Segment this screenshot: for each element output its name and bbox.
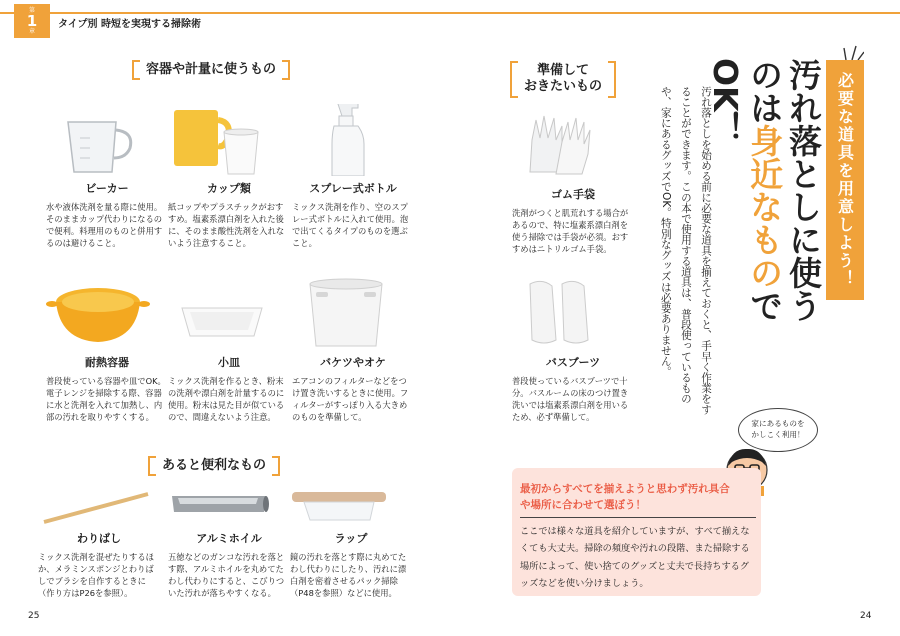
item-chopsticks bbox=[38, 488, 160, 599]
item-name: わりばし bbox=[77, 532, 121, 545]
page-number-right: 24 bbox=[860, 611, 872, 621]
aluminum-foil-image bbox=[168, 488, 290, 526]
item-name: カップ類 bbox=[207, 182, 251, 195]
item-description: 普段使っている容器や皿でOK。電子レンジを掃除する際、容器に水と洗剤を入れて加熱し、内部の汚れを取りやすくする。 bbox=[46, 376, 166, 423]
section-title-handy: あると便利なもの bbox=[162, 458, 267, 473]
section-title-containers: 容器や計量に使うもの bbox=[146, 62, 277, 77]
section-title-prepare bbox=[524, 63, 602, 96]
chapter-badge bbox=[14, 4, 50, 38]
item-name: ビーカー bbox=[85, 182, 129, 195]
item-description: エアコンのフィルターなどをつけ置き洗いするときに使用。フィルターがすっぽり入る大きめのものを準備して。 bbox=[292, 376, 409, 423]
note-body: ここでは様々な道具を紹介していますが、すべて揃えなくても大丈夫。掃除の頻度や汚れの段階、また掃除する場所によって、使い捨てのグッズと丈夫で長持ちするグッズなどを使い分けましょう。 bbox=[520, 526, 750, 590]
section-title-prepare-line1: 準備して bbox=[537, 63, 590, 78]
item-name: ゴム手袋 bbox=[551, 188, 595, 201]
spray-bottle-image bbox=[292, 104, 414, 176]
item-name: ラップ bbox=[334, 532, 368, 545]
item-name: バスブーツ bbox=[545, 356, 601, 369]
item-gloves bbox=[512, 110, 634, 255]
item-plate bbox=[168, 278, 290, 423]
bucket-image bbox=[292, 278, 414, 350]
item-description: ミックス洗剤を作るとき、粉末の洗剤や漂白剤を計量するのに使用。粉末は見た目が似ているので、間違えないよう注意。 bbox=[168, 376, 285, 423]
item-description: 普段使っているバスブーツで十分。バスルームの床のつけ置き洗いでは塩素系漂白剤を用いるため、必ず準備して。 bbox=[512, 376, 629, 423]
item-cup bbox=[168, 104, 290, 249]
item-description: 水や液体洗剤を量る際に使用。そのままカップ代わりになるので便利。料理用のものと併用するのは避けること。 bbox=[46, 202, 163, 249]
catch-copy-box: 必要な道具を用意しよう！ bbox=[826, 60, 864, 300]
item-bucket bbox=[292, 278, 414, 423]
item-description: 五徳などのガンコな汚れを落とす際、アルミホイルを丸めてたわし代わりにすると、こびりついた汚れが落ちやすくなる。 bbox=[168, 552, 285, 599]
header-rule bbox=[0, 12, 900, 14]
section-title-prepare-line2: おきたいもの bbox=[524, 79, 603, 95]
chapter-title: タイプ別 時短を実現する掃除術 bbox=[58, 19, 201, 30]
intro-text: 汚れ落としを始める前に必要な道具を揃えておくと、手早く作業をすることができます。この本で使用する道具は、普段使っているものや、家にあるグッズでOK。特別なグッズは必要ありません。 bbox=[659, 86, 712, 415]
bubble-line1: 家にあるものを bbox=[751, 419, 805, 429]
item-name: バケツやオケ bbox=[320, 356, 386, 369]
bubble-line2: かしこく利用！ bbox=[751, 430, 805, 439]
chapter-suffix: 章 bbox=[28, 27, 35, 35]
item-description: 洗剤がつくと肌荒れする場合があるので、特に塩素系漂白剤を使う掃除では手袋が必須。おすすめはニトリルゴム手袋。 bbox=[512, 208, 629, 255]
item-beaker bbox=[46, 104, 168, 249]
page-number-left: 25 bbox=[28, 611, 40, 621]
main-title-part3: でOK！ bbox=[706, 58, 785, 322]
item-boots bbox=[512, 278, 634, 423]
main-title-part1: 汚れ落としに使うのは bbox=[745, 58, 823, 322]
plastic-wrap-image bbox=[290, 488, 412, 526]
plate-image bbox=[168, 278, 290, 350]
cup-image bbox=[168, 104, 290, 176]
note-heading: 最初からすべてを揃えようと思わず汚れ具合や場所に合わせて選ぼう！ bbox=[520, 483, 730, 511]
main-title bbox=[706, 58, 823, 348]
chapter-number: 1 bbox=[26, 11, 38, 30]
item-name: 耐熱容器 bbox=[85, 356, 129, 369]
note-divider bbox=[520, 517, 756, 518]
beaker-image bbox=[46, 104, 168, 176]
gloves-image bbox=[512, 110, 634, 182]
item-foil bbox=[168, 488, 290, 599]
item-wrap bbox=[290, 488, 412, 599]
main-title-highlight: 身近なもの bbox=[745, 124, 785, 289]
chapter-prefix: 第 bbox=[28, 6, 35, 14]
bath-boots-image bbox=[512, 278, 634, 350]
item-name: 小皿 bbox=[218, 356, 240, 369]
chopsticks-image bbox=[38, 488, 160, 526]
item-description: 鏡の汚れを落とす際に丸めてたわし代わりにしたり、汚れに漂白剤を密着させるパック掃除（P48を参照）などに使用。 bbox=[290, 552, 407, 599]
item-description: ミックス洗剤を混ぜたりするほか、メラミンスポンジとわりばしでブラシを自作するときに（作り方はP26を参照）。 bbox=[38, 552, 154, 599]
item-bowl bbox=[46, 278, 168, 423]
item-description: 紙コップやプラスチックがおすすめ。塩素系漂白剤を入れた後に、そのまま酸性洗剤を入れないよう注意すること。 bbox=[168, 202, 285, 249]
item-name: アルミホイル bbox=[196, 532, 262, 545]
item-description: ミックス洗剤を作り、空のスプレー式ボトルに入れて使用。泡で出てくるタイプのものを選ぶこと。 bbox=[292, 202, 409, 249]
item-name: スプレー式ボトル bbox=[309, 182, 397, 195]
bowl-image bbox=[46, 278, 168, 350]
item-spray bbox=[292, 104, 414, 249]
